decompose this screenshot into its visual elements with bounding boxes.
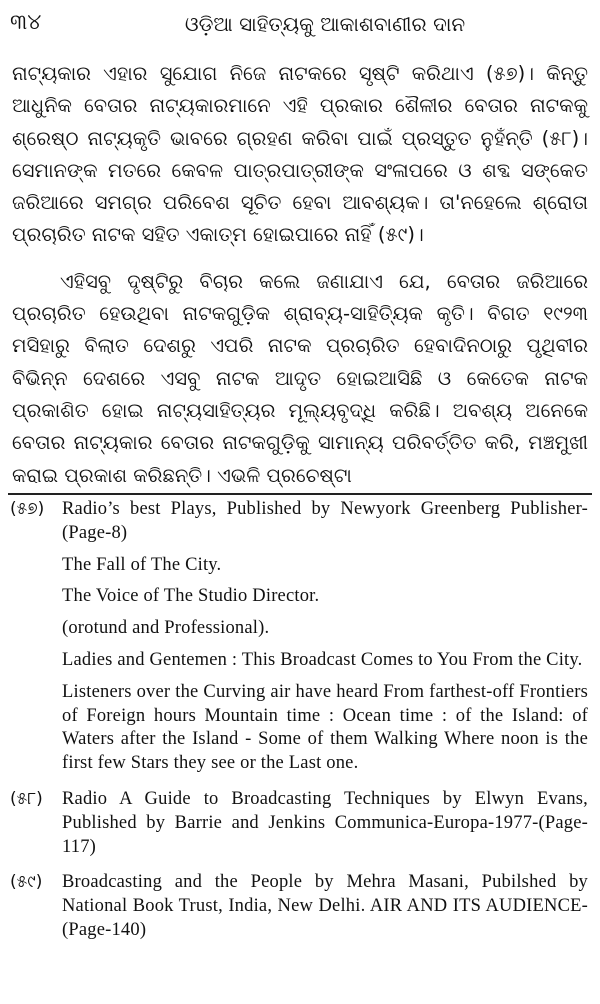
paragraph-2-text: ଏହିସବୁ ଦୃଷ୍ଟିରୁ ବିଚାର କଲେ ଜଣାଯାଏ ଯେ, ବେତାର ଜରିଆରେ ପ୍ରଚାରିତ ହେଉଥିବା ନାଟକଗୁଡ଼ିକ ଶ୍ରାବ୍ୟ-ସାହିତ୍ୟିକ କୃତି। ବିଗତ ୧୯୨୩ ମସିହାରୁ ବିଲାତ ଦେଶରୁ ଏପରି ନାଟକ ପ୍ରଚାରିତ ହେବାଦିନଠାରୁ ପୃଥିବୀର ବିଭିନ୍ନ ଦେଶରେ ଏସବୁ ନାଟକ ଆଦୃତ ହୋଇଆସିଛି ଓ କେତେକ ନାଟକ ପ୍ରକାଶିତ ହୋଇ ନାଟ୍ୟସାହିତ୍ୟର ମୂଲ୍ୟବୃଦ୍ଧି କରିଛି। ଅବଶ୍ୟ ଅନେକେ ବେତାର ନାଟ୍ୟକାର ବେତାର ନାଟକଗୁଡ଼ିକୁ ସାମାନ୍ୟ ପରିବର୍ତ୍ତିତ କରି, ମଞ୍ଚମୁଖୀ କରାଇ ପ୍ରକାଶ କରିଛନ୍ତି। ଏଭଳି ପ୍ରଚେଷ୍ଟା bbox=[12, 269, 588, 487]
footnote-58 bbox=[10, 788, 588, 859]
footnote-line: Broadcasting and the People by Mehra Masani, Pubilshed by National Book Trust, India, New Delhi. AIR AND ITS AUDIENCE-(Page-140) bbox=[62, 872, 588, 940]
footnote-line: The Voice of The Studio Director. bbox=[62, 586, 320, 607]
footnote-marker: (୫୮) bbox=[10, 788, 43, 809]
footnote-line: Ladies and Gentemen : This Broadcast Comes to You From the City. bbox=[62, 649, 583, 670]
footnote-line: The Fall of The City. bbox=[62, 554, 222, 575]
footnote-marker: (୫୯) bbox=[10, 872, 43, 893]
footnote-line: Radio’s best Plays, Published by Newyork Greenberg Publisher-(Page-8) bbox=[62, 499, 588, 543]
paragraph-2 bbox=[12, 266, 588, 492]
paragraph-1: ନାଟ୍ୟକାର ଏହାର ସୁଯୋଗ ନିଜେ ନାଟକରେ ସୃଷ୍ଟି କରିଥାଏ (୫୭)। କିନ୍ତୁ ଆଧୁନିକ ବେତାର ନାଟ୍ୟକାରମାନେ ଏହି ପ୍ରକାର ଶୈଳୀର ବେତାର ନାଟକକୁ ଶ୍ରେଷ୍ଠ ନାଟ୍ୟକୃତି ଭାବରେ ଗ୍ରହଣ କରିବା ପାଇଁ ପ୍ରସ୍ତୁତ ନୁହଁନ୍ତି (୫୮)। ସେମାନଙ୍କ ମତରେ କେବଳ ପାତ୍ରପାତ୍ରୀଙ୍କ ସଂଳାପରେ ଓ ଶବ୍ଦ ସଙ୍କେତ ଜରିଆରେ ସମଗ୍ର ପରିବେଶ ସୂଚିତ ହେବା ଆବଶ୍ୟକ। ତା'ନହେଲେ ଶ୍ରୋତା ପ୍ରଚାରିତ ନାଟକ ସହିତ ଏକାତ୍ମ ହୋଇପାରେ ନାହିଁ (୫୯)। bbox=[12, 62, 588, 247]
footnote-line: Listeners over the Curving air have heard From farthest-off Frontiers of Foreign hours Mountain time : Ocean time : of the Island: of Waters after the Island - Some of them Walking Where noon is the first few Stars they see or the Last one. bbox=[62, 681, 588, 774]
footnote-59 bbox=[10, 871, 588, 942]
footnote-marker: (୫୭) bbox=[10, 499, 45, 519]
body-text bbox=[12, 58, 588, 492]
footnotes bbox=[10, 498, 588, 943]
footnote-divider bbox=[8, 493, 592, 495]
page-number: ୩୪ bbox=[10, 10, 42, 35]
footnote-line: (orotund and Professional). bbox=[62, 618, 270, 639]
page-header bbox=[10, 4, 590, 44]
footnote-57 bbox=[10, 498, 588, 776]
footnote-line: Radio A Guide to Broadcasting Techniques by Elwyn Evans, Published by Barrie and Jenkins Communica-Europa-1977-(Page-117) bbox=[62, 788, 588, 857]
running-title: ଓଡ଼ିଆ ସାହିତ୍ୟକୁ ଆକାଶବାଣୀର ଦାନ bbox=[184, 12, 466, 36]
